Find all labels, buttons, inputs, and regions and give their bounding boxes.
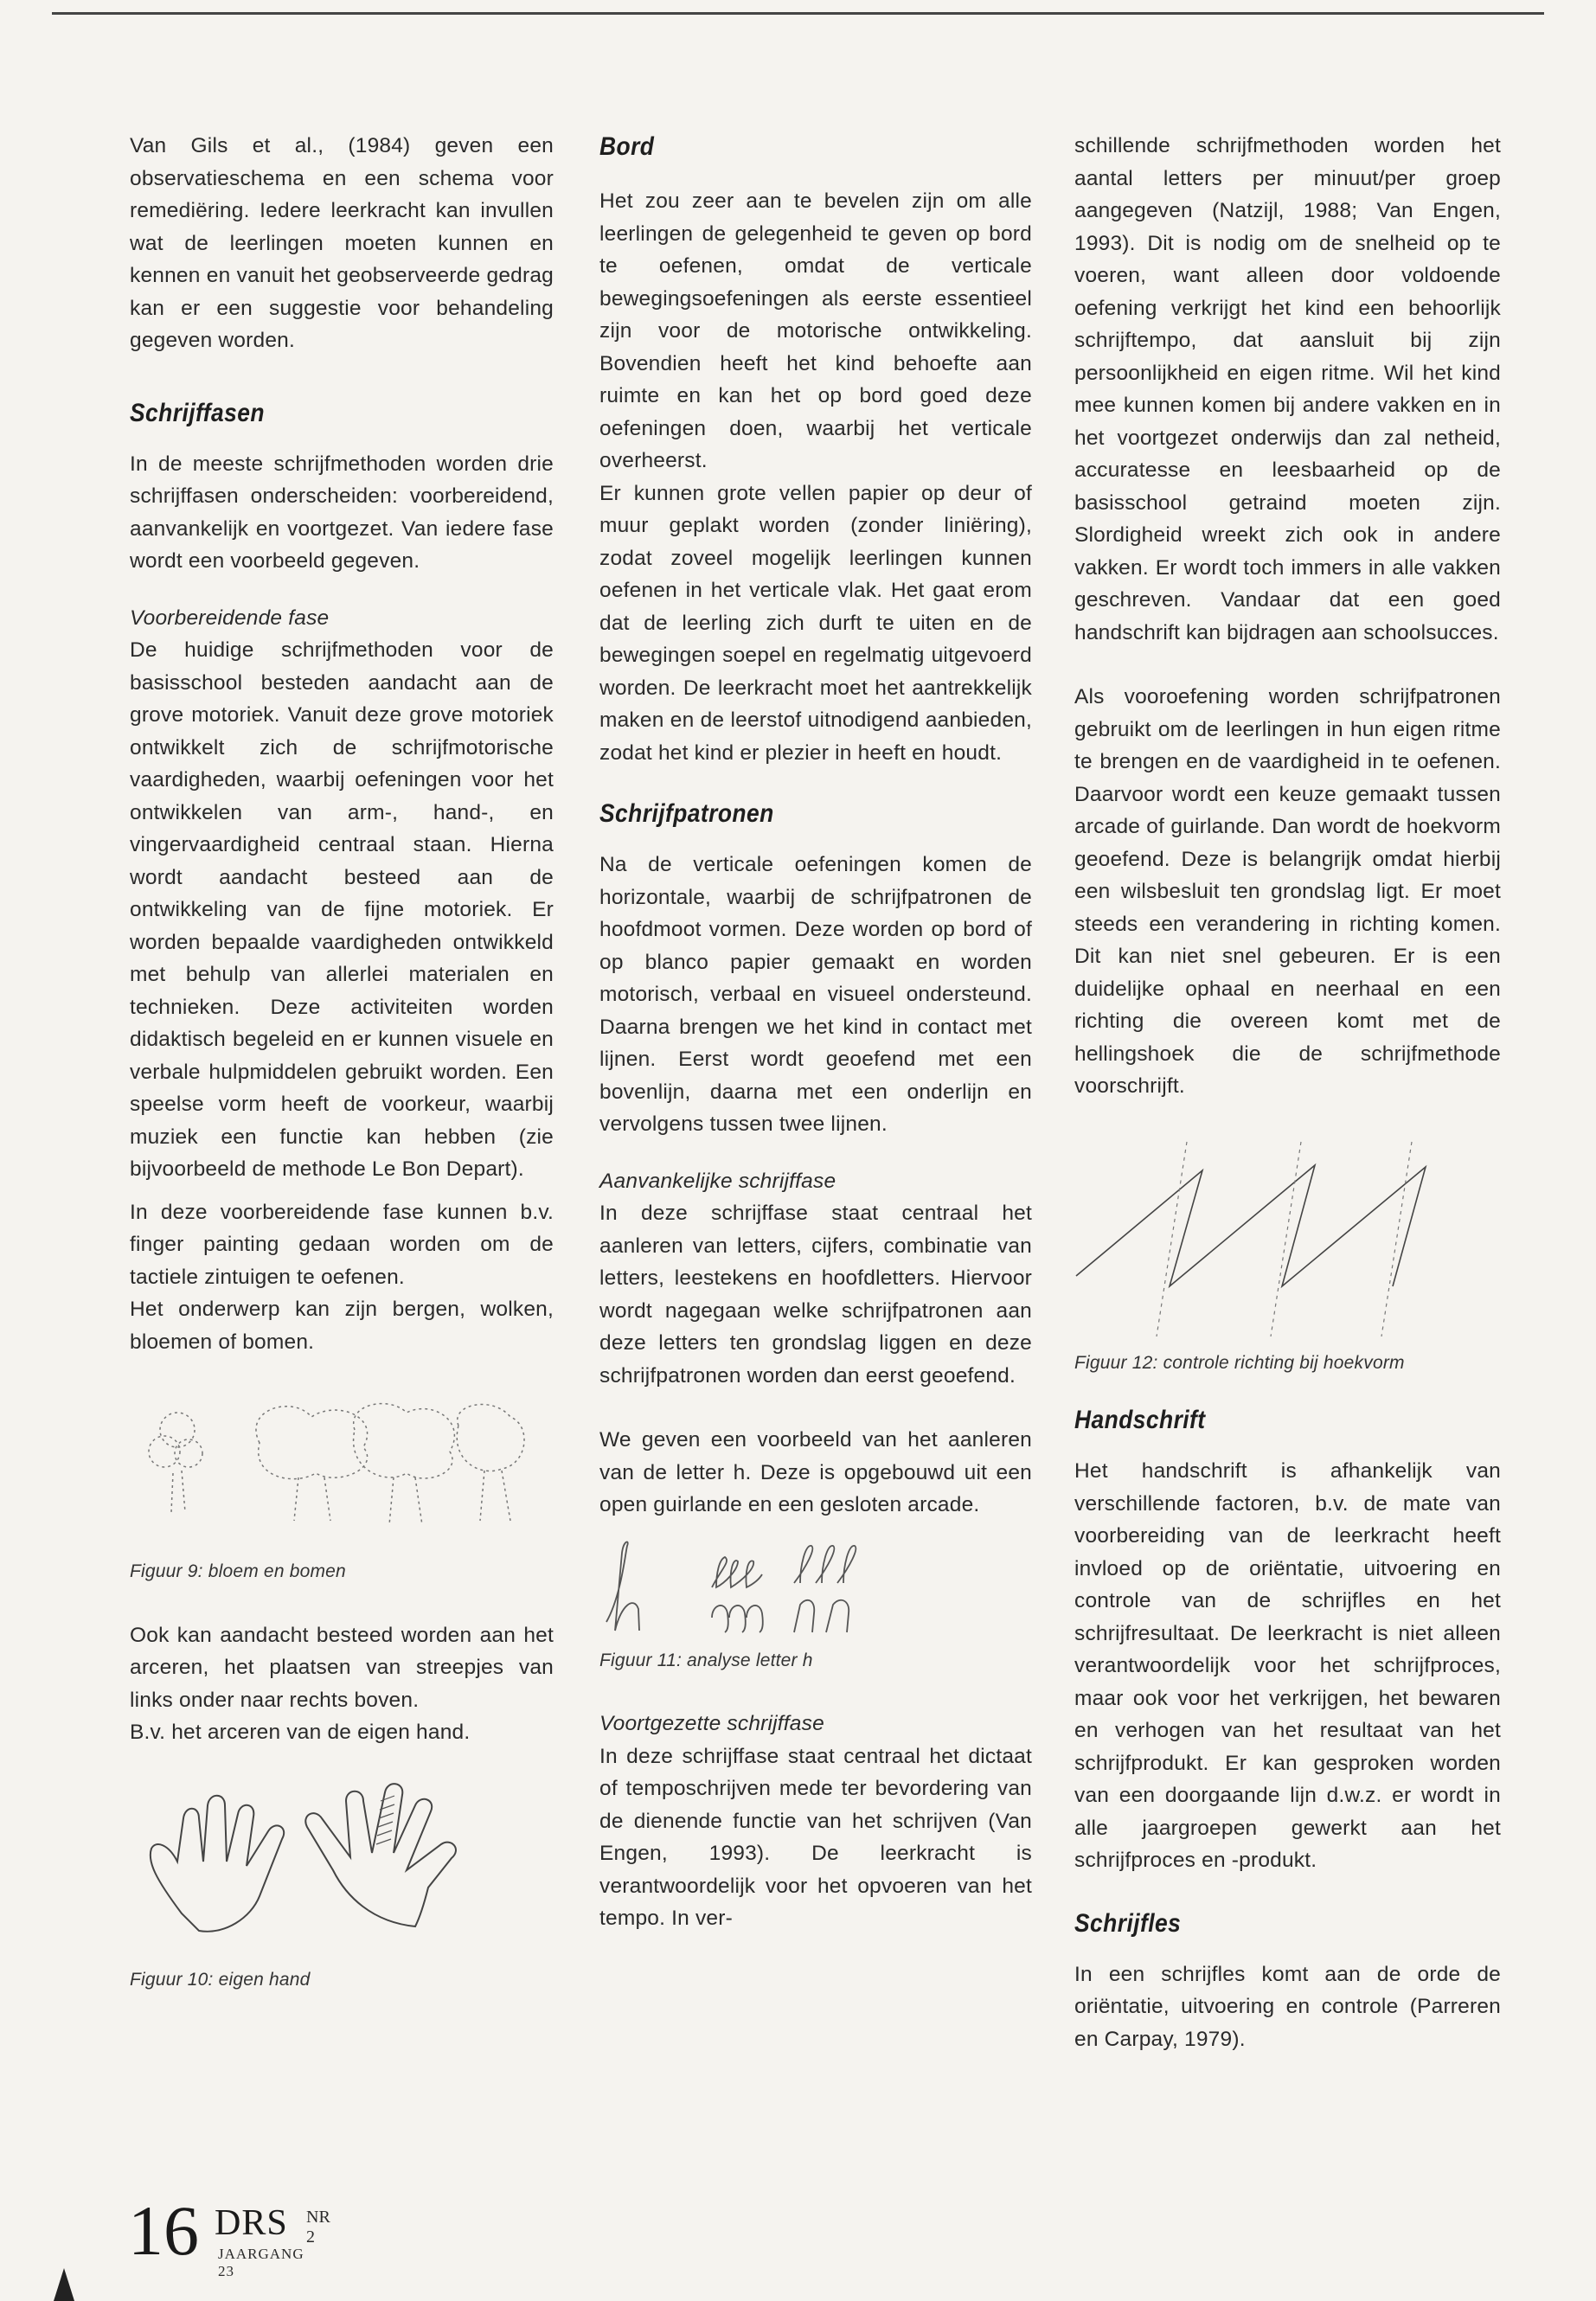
paragraph: schillende schrijfmethoden worden het aantal letters per minuut/per groep aangegeven (Natzijl, 1988; Van Engen, 1993). Dit is nodig om de snelheid op te voeren, want alleen door voldoende oefening verkrijgt het kind een behoorlijk schrijftempo, dat aansluit bij zijn persoonlijkheid en eigen ritme. Wil het kind mee kunnen komen bij andere vakken en in het voortgezet onderwijs dan zal netheid, accuratesse en leesbaarheid op de basisschool getraind moeten zijn. Slordigheid wreekt zich ook in andere vakken. Er wordt toch immers in alle vakken geschreven. Vandaar dat een goed handschrift kan bijdragen aan schoolsucces. [1074,134,1501,644]
figure-9-illustration [130,1391,554,1538]
column-1 [130,130,554,1996]
heading-schrijfpatronen: Schrijfpatronen [599,799,774,828]
paragraph: Het onderwerp kan zijn bergen, wolken, bloemen of bomen. [130,1298,554,1354]
paragraph: In de meeste schrijfmethoden worden drie schrijffasen onderscheiden: voorbereidend, aanvankelijk en voortgezet. Van iedere fase wordt een voorbeeld gegeven. [130,452,554,573]
figure-12-illustration [1074,1138,1501,1336]
paragraph: Er kunnen grote vellen papier op deur of muur geplakt worden (zonder liniëring), zodat zoveel mogelijk leerlingen kunnen oefenen in het verticale vlak. Het gaat erom dat de leerling zich durft te uiten en de bewegingen soepel en regelmatig uitgevoerd worden. De leerkracht moet het aantrekkelijk maken en de leerstof uitnodigend aanbieden, zodat het kind er plezier in heeft en houdt. [599,481,1032,765]
paragraph: Van Gils et al., (1984) geven een observatieschema en een schema voor remediëring. Iedere leerkracht kan invullen wat de leerlingen moeten kunnen en kennen en vanuit het geobserveerde gedrag kan er een suggestie voor behandeling gegeven worden. [130,134,554,352]
corner-mark [54,2268,74,2301]
caption-figure-11: Figuur 11: analyse letter h [599,1650,813,1670]
paragraph: Na de verticale oefeningen komen de horizontale, waarbij de schrijfpatronen de hoofdmoot vormen. Deze worden op bord of op blanco papier gemaakt en worden motorisch, verbaal en visueel ondersteund. Daarna brengen we het kind in contact met lijnen. Eerst wordt geoefend met een bovenlijn, daarna met een onderlijn en vervolgens tussen twee lijnen. [599,853,1032,1136]
heading-schrijffasen: Schrijffasen [130,398,265,427]
subheading-voorbereidend: Voorbereidende fase [130,606,330,630]
column-3 [1074,130,1501,2055]
figure-10-illustration [130,1766,554,1948]
paragraph: In deze voorbereidende fase kunnen b.v. finger painting gedaan worden om de tactiele zintuigen te oefenen. [130,1200,554,1289]
magazine-name: DRS [215,2203,288,2243]
paragraph: We geven een voorbeeld van het aanleren van de letter h. Deze is opgebouwd uit een open guirlande en een gesloten arcade. [599,1428,1032,1516]
paragraph: Als vooroefening worden schrijfpatronen gebruikt om de leerlingen in hun eigen ritme te brengen en de vaardigheid in te oefenen. Daarvoor wordt een keuze gemaakt tussen arcade of guirlande. Dan wordt de hoekvorm geoefend. Deze is belangrijk omdat hierbij een wilsbesluit ten grondslag ligt. Er moet steeds een verandering in richting komen. Dit kan niet snel gebeuren. Er is een duidelijke ophaal en neerhaal en een richting die overeen komt met de hellingshoek die de schrijfmethode voorschrijft. [1074,685,1501,1098]
heading-bord: Bord [599,132,655,161]
caption-figure-12: Figuur 12: controle richting bij hoekvorm [1074,1352,1405,1373]
paragraph: In deze schrijffase staat centraal het aanleren van letters, cijfers, combinatie van letters, leestekens en hoofdletters. Hiervoor wordt nagegaan welke schrijfpatronen aan deze letters ten grondslag liggen en deze schrijfpatronen worden dan eerst geoefend. [599,1202,1032,1388]
figure-11-illustration [599,1535,1032,1639]
caption-figure-9: Figuur 9: bloem en bomen [130,1561,346,1581]
paragraph: Ook kan aandacht besteed worden aan het arceren, het plaatsen van streepjes van links onder naar rechts boven. [130,1623,554,1712]
heading-handschrift: Handschrift [1074,1406,1206,1434]
subheading-voortgezet: Voortgezette schrijffase [599,1712,824,1735]
paragraph: In een schrijfles komt aan de orde de oriëntatie, uitvoering en controle (Parreren en Carpay, 1979). [1074,1962,1501,2051]
heading-schrijfles: Schrijfles [1074,1908,1182,1938]
subheading-aanvankelijk: Aanvankelijke schrijffase [599,1169,836,1193]
top-rule [52,12,1544,15]
paragraph: Het handschrift is afhankelijk van verschillende factoren, b.v. de mate van voorbereiding van de leerkracht heeft invloed op de oriëntatie, uitvoering en controle van de schrijfles en het schrijfresultaat. De leerkracht is niet alleen verantwoordelijk voor het schrijfproces, maar ook voor het verkrijgen, het bewaren en verhogen van het resultaat van het schrijfprodukt. Er kan gesproken worden van een doorgaande lijn d.w.z. er wordt in alle jaargroepen gewerkt aan het schrijfproces en -produkt. [1074,1459,1501,1872]
paragraph: In deze schrijffase staat centraal het dictaat of temposchrijven mede ter bevordering van de dienende functie van het schrijven (Van Engen, 1993). De leerkracht is verantwoordelijk voor het opvoeren van het tempo. In ver- [599,1744,1032,1930]
page-number: 16 [128,2191,199,2270]
caption-figure-10: Figuur 10: eigen hand [130,1969,311,1990]
column-2 [599,130,1032,1935]
paragraph: De huidige schrijfmethoden voor de basisschool besteden aandacht aan de grove motoriek. Vanuit deze grove motoriek ontwikkelt zich de schrijfmotorische vaardigheden, waarbij oefeningen voor het ontwikkelen van arm-, hand-, en vingervaardigheid centraal staan. Hierna wordt aandacht besteed aan de ontwikkeling van de fijne motoriek. Er worden bepaalde vaardigheden ontwikkeld met behulp van allerlei materialen en technieken. Deze activiteiten worden didaktisch begeleid en er kunnen visuele en verbale hulpmiddelen gebruikt worden. Een speelse vorm heeft de voorkeur, waarbij muziek een functie kan hebben (zie bijvoorbeeld de methode Le Bon Depart). [130,638,554,1181]
paragraph: B.v. het arceren van de eigen hand. [130,1721,471,1744]
volume-label: JAARGANG 23 [218,2246,304,2279]
issue-number: NR 2 [306,2208,330,2247]
paragraph: Het zou zeer aan te bevelen zijn om alle leerlingen de gelegenheid te geven op bord te oefenen, omdat de verticale bewegingsoefeningen als eerste essentieel zijn voor de motorische ontwikkeling. Bovendien heeft het kind behoefte aan ruimte en kan het op bord goed deze oefeningen doen, waarbij het verticale overheerst. [599,189,1032,472]
